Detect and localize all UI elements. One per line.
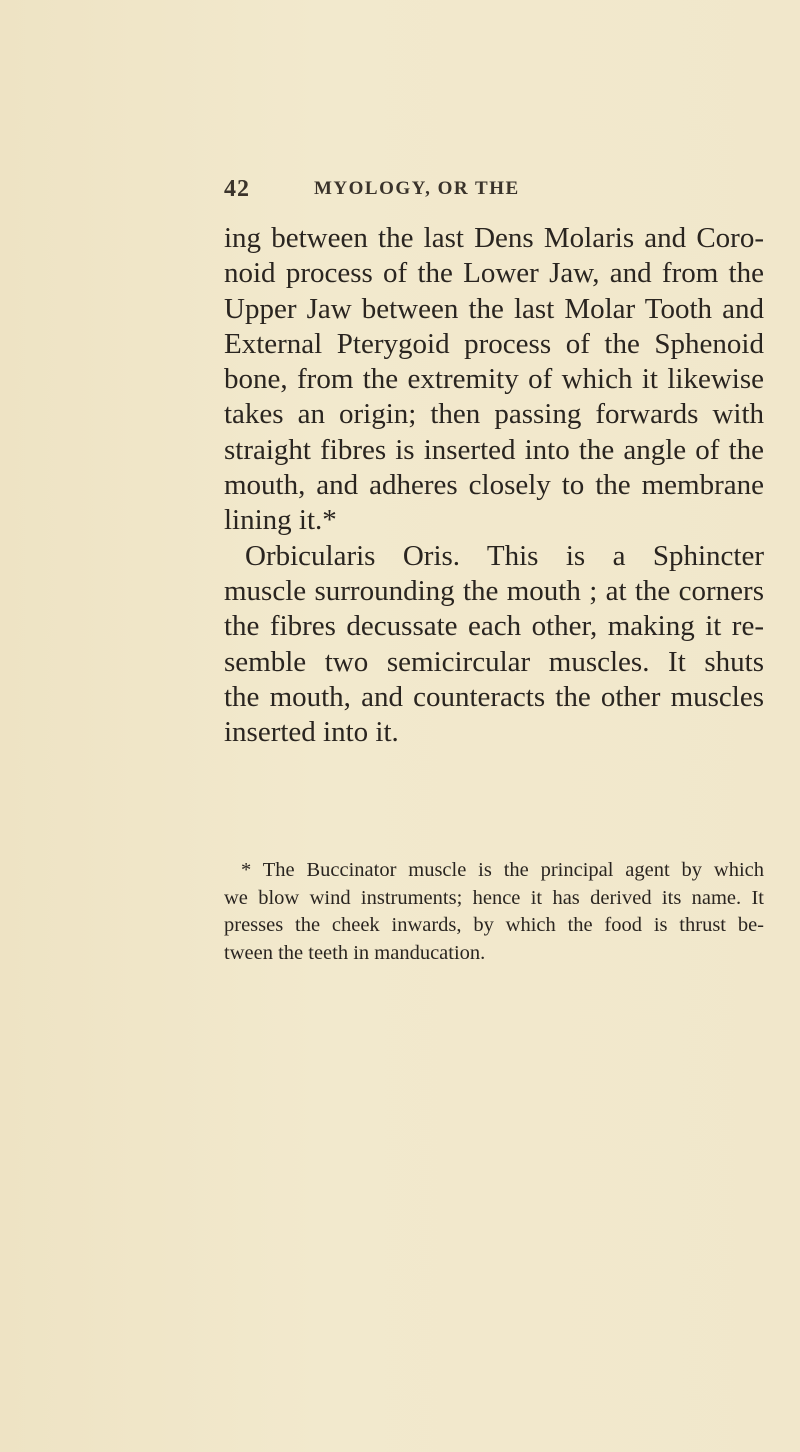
footnote-line: tween the teeth in manducation.	[224, 941, 486, 964]
running-title: MYOLOGY, OR THE	[314, 178, 520, 199]
text-line: bone, from the extremity of which it likewise	[224, 363, 764, 396]
footnote-line: presses the cheek inwards, by which the food is thrust be-	[224, 914, 764, 936]
page-number: 42	[224, 176, 250, 202]
text-line: lining it.*	[224, 504, 337, 537]
text-line: mouth, and adheres closely to the membrane	[224, 469, 764, 502]
footnote-line: we blow wind instruments; hence it has derived its name. It	[224, 886, 764, 909]
text-line: straight fibres is inserted into the angle of the	[224, 433, 764, 466]
text-line: the mouth, and counteracts the other muscles	[224, 680, 764, 713]
text-line: inserted into it.	[224, 716, 399, 749]
text-line: Upper Jaw between the last Molar Tooth and	[224, 292, 764, 325]
text-line: muscle surrounding the mouth ; at the corners	[224, 574, 764, 607]
text-line: Orbicularis Oris. This is a Sphincter	[245, 539, 764, 572]
text-line: takes an origin; then passing forwards with	[224, 398, 764, 431]
body-text	[224, 221, 764, 750]
running-head	[0, 176, 800, 206]
text-line: noid process of the Lower Jaw, and from the	[224, 257, 764, 290]
text-line: semble two semicircular muscles. It shuts	[224, 645, 764, 678]
text-line: External Pterygoid process of the Sphenoid	[224, 327, 764, 360]
text-line: the fibres decussate each other, making it re-	[224, 610, 764, 643]
text-line: ing between the last Dens Molaris and Coro-	[224, 222, 764, 254]
footnote	[224, 857, 764, 967]
footnote-line: * The Buccinator muscle is the principal agent by which	[241, 859, 764, 881]
